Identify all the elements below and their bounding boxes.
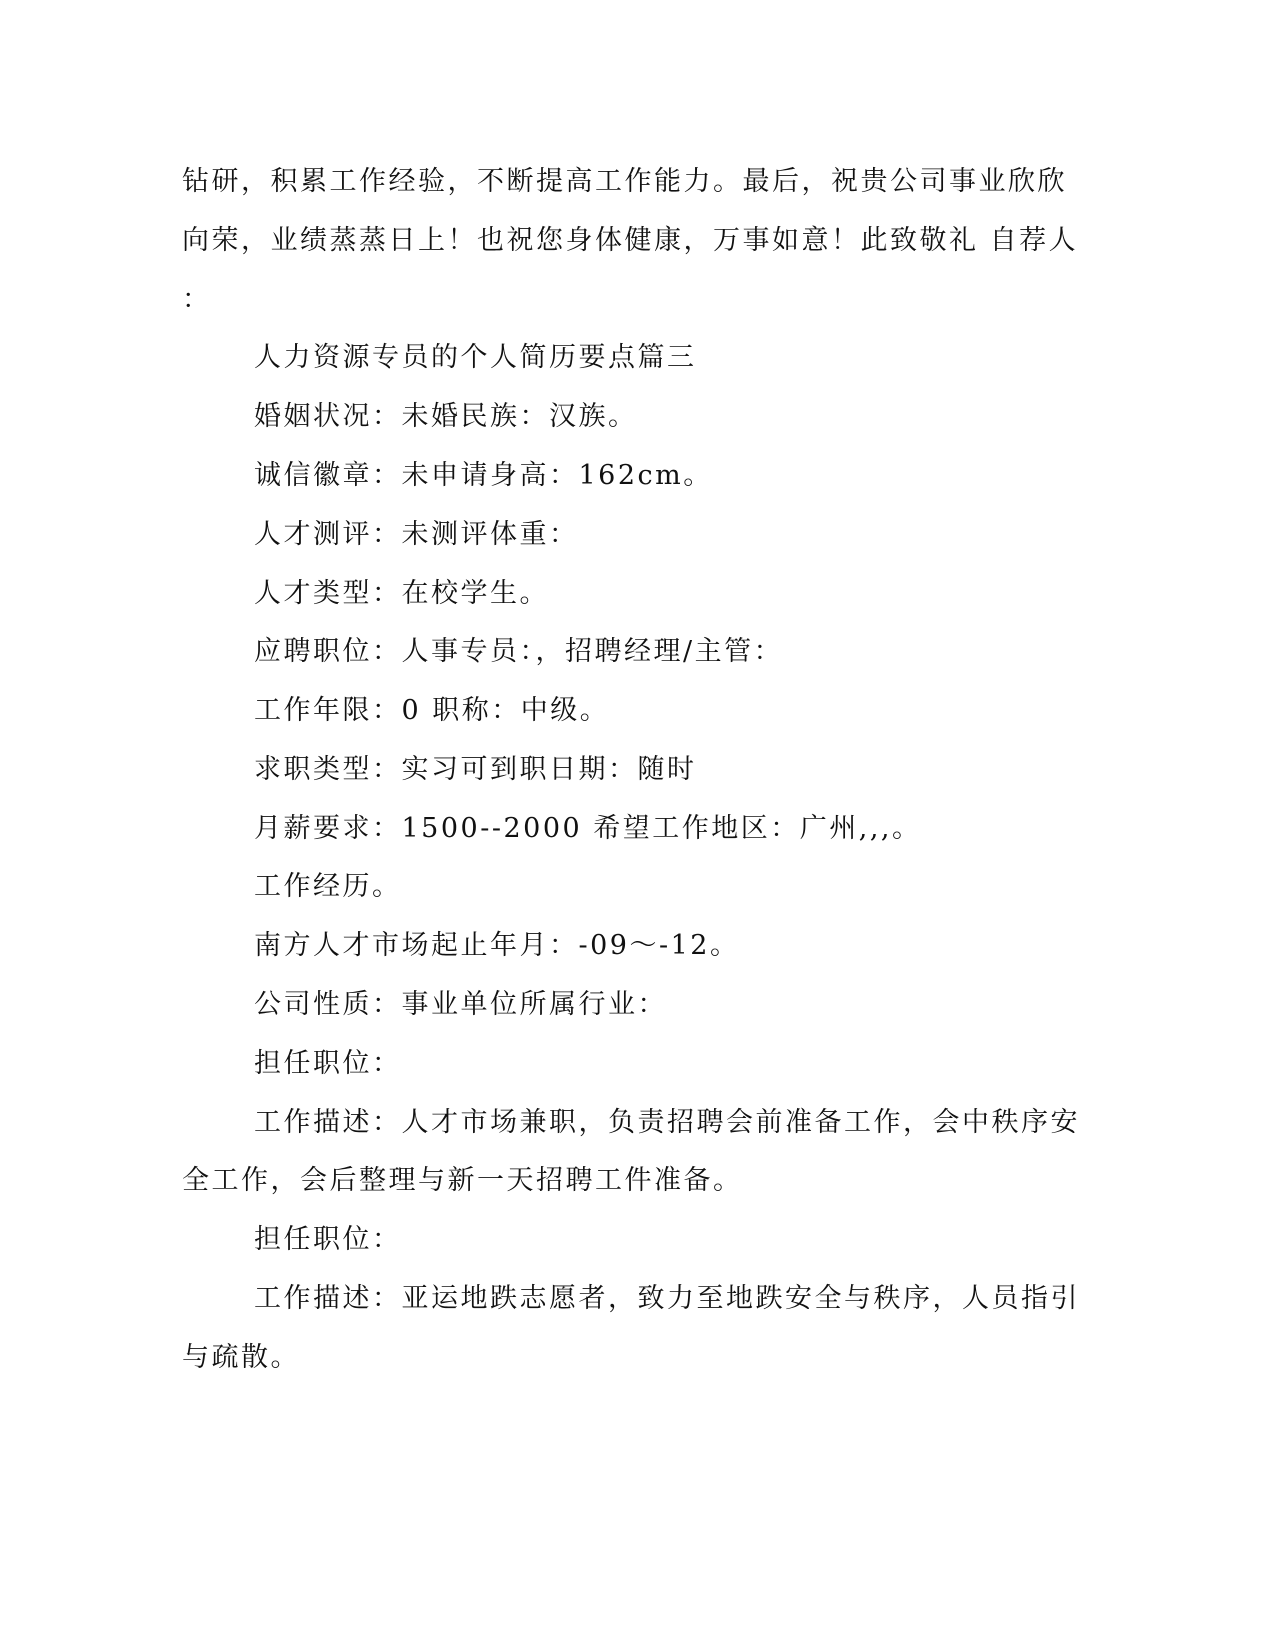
company-period: 南方人才市场起止年月：-09～-12。	[254, 930, 740, 961]
description-1-line-1: 工作描述：人才市场兼职，负责招聘会前准备工作，会中秩序安	[254, 1107, 1080, 1138]
talent-type: 人才类型：在校学生。	[254, 578, 549, 609]
paragraph-1-line-2: 向荣，业绩蒸蒸日上！也祝您身体健康，万事如意！此致敬礼 自荐人	[182, 225, 1079, 256]
description-1-line-2: 全工作，会后整理与新一天招聘工件准备。	[182, 1165, 743, 1196]
marital-status: 婚姻状况：未婚民族：汉族。	[254, 401, 638, 432]
paragraph-1-line-1: 钻研，积累工作经验，不断提高工作能力。最后，祝贵公司事业欣欣	[182, 166, 1067, 197]
applied-position: 应聘职位：人事专员：，招聘经理/主管：	[254, 636, 784, 667]
description-2-line-1: 工作描述：亚运地跌志愿者，致力至地跌安全与秩序，人员指引	[254, 1283, 1080, 1314]
work-experience-heading: 工作经历。	[254, 871, 402, 902]
position-2: 担任职位：	[254, 1224, 402, 1255]
talent-assessment: 人才测评：未测评体重：	[254, 519, 579, 550]
section-title: 人力资源专员的个人简历要点篇三	[254, 342, 697, 373]
description-2-line-2: 与疏散。	[182, 1342, 300, 1373]
integrity-badge: 诚信徽章：未申请身高：162cm。	[254, 460, 713, 491]
company-nature: 公司性质：事业单位所属行业：	[254, 989, 667, 1020]
position-1: 担任职位：	[254, 1048, 402, 1079]
work-years: 工作年限：0 职称：中级。	[254, 695, 610, 726]
job-type: 求职类型：实习可到职日期：随时	[254, 754, 697, 785]
salary: 月薪要求：1500--2000 希望工作地区：广州,,,。	[254, 813, 922, 844]
paragraph-1-line-3: ：	[182, 284, 212, 315]
